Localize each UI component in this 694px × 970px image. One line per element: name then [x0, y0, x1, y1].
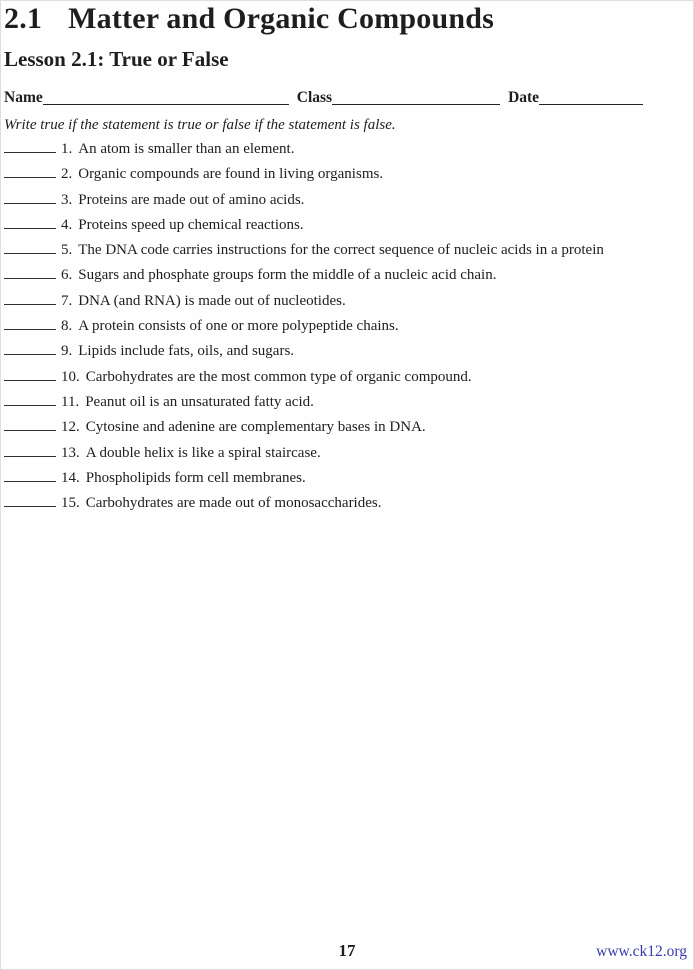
- question-number: 5.: [61, 242, 73, 259]
- question-row: [4, 390, 664, 415]
- date-label: Date: [508, 89, 540, 106]
- answer-blank-line: [4, 329, 56, 330]
- question-text: Phospholipids form cell membranes.: [85, 469, 306, 486]
- question-row: [4, 491, 664, 516]
- answer-blank-line: [4, 304, 56, 305]
- question-number: 14.: [61, 469, 80, 486]
- answer-blank-line: [4, 354, 56, 355]
- question-row: [4, 162, 664, 187]
- question-number: 3.: [61, 191, 73, 208]
- question-number: 4.: [61, 216, 73, 233]
- question-text: Proteins are made out of amino acids.: [78, 191, 305, 208]
- question-row: [4, 365, 664, 390]
- question-text: Carbohydrates are the most common type of organic compound.: [85, 368, 472, 385]
- question-row: [4, 263, 664, 288]
- date-blank-line: [539, 103, 643, 105]
- page-number: 17: [338, 941, 356, 960]
- ck12-link[interactable]: www.ck12.org: [596, 943, 687, 960]
- question-row: [4, 441, 664, 466]
- question-number: 9.: [61, 343, 73, 360]
- answer-blank-line: [4, 506, 56, 507]
- answer-blank-line: [4, 152, 56, 153]
- question-number: 8.: [61, 318, 73, 335]
- section-title: Matter and Organic Compounds: [68, 2, 495, 35]
- question-text: Lipids include fats, oils, and sugars.: [78, 343, 295, 360]
- question-text: A protein consists of one or more polypeptide chains.: [78, 318, 399, 335]
- question-row: [4, 314, 664, 339]
- question-list: [4, 137, 664, 516]
- answer-blank-line: [4, 481, 56, 482]
- class-blank-line: [332, 103, 500, 105]
- question-row: [4, 466, 664, 491]
- answer-blank-line: [4, 456, 56, 457]
- answer-blank-line: [4, 228, 56, 229]
- question-text: Organic compounds are found in living organisms.: [78, 166, 384, 183]
- name-blank-line: [43, 103, 289, 105]
- question-number: 1.: [61, 141, 73, 157]
- question-number: 13.: [61, 444, 80, 461]
- section-number: 2.1: [4, 2, 43, 35]
- question-row: [4, 289, 664, 314]
- section-heading: [4, 2, 664, 35]
- answer-blank-line: [4, 405, 56, 406]
- instructions-text: Write true if the statement is true or false if the statement is false.: [4, 117, 396, 133]
- answer-blank-line: [4, 203, 56, 204]
- question-row: [4, 188, 664, 213]
- question-number: 6.: [61, 267, 73, 284]
- answer-blank-line: [4, 278, 56, 279]
- question-number: 7.: [61, 292, 73, 309]
- question-row: [4, 415, 664, 440]
- class-label: Class: [296, 89, 333, 106]
- question-text: An atom is smaller than an element.: [78, 141, 295, 157]
- question-number: 11.: [61, 393, 80, 410]
- student-info-row: [4, 87, 664, 107]
- question-text: DNA (and RNA) is made out of nucleotides.: [78, 292, 346, 309]
- question-text: Cytosine and adenine are complementary bases in DNA.: [85, 419, 426, 436]
- question-text: Carbohydrates are made out of monosaccharides.: [85, 495, 382, 512]
- answer-blank-line: [4, 177, 56, 178]
- question-number: 15.: [61, 495, 80, 512]
- question-text: The DNA code carries instructions for the correct sequence of nucleic acids in a protein: [78, 242, 604, 259]
- question-row: [4, 213, 664, 238]
- answer-blank-line: [4, 253, 56, 254]
- answer-blank-line: [4, 380, 56, 381]
- question-row: [4, 238, 664, 263]
- question-text: Peanut oil is an unsaturated fatty acid.: [85, 393, 314, 410]
- question-row: [4, 339, 664, 364]
- question-text: Sugars and phosphate groups form the middle of a nucleic acid chain.: [78, 267, 497, 284]
- question-number: 12.: [61, 419, 80, 436]
- question-number: 10.: [61, 368, 80, 385]
- name-label: Name: [4, 89, 43, 106]
- question-text: A double helix is like a spiral staircase.: [85, 444, 321, 461]
- lesson-title: Lesson 2.1: True or False: [4, 47, 229, 71]
- question-number: 2.: [61, 166, 73, 183]
- answer-blank-line: [4, 430, 56, 431]
- question-row: [4, 137, 664, 162]
- question-text: Proteins speed up chemical reactions.: [78, 216, 304, 233]
